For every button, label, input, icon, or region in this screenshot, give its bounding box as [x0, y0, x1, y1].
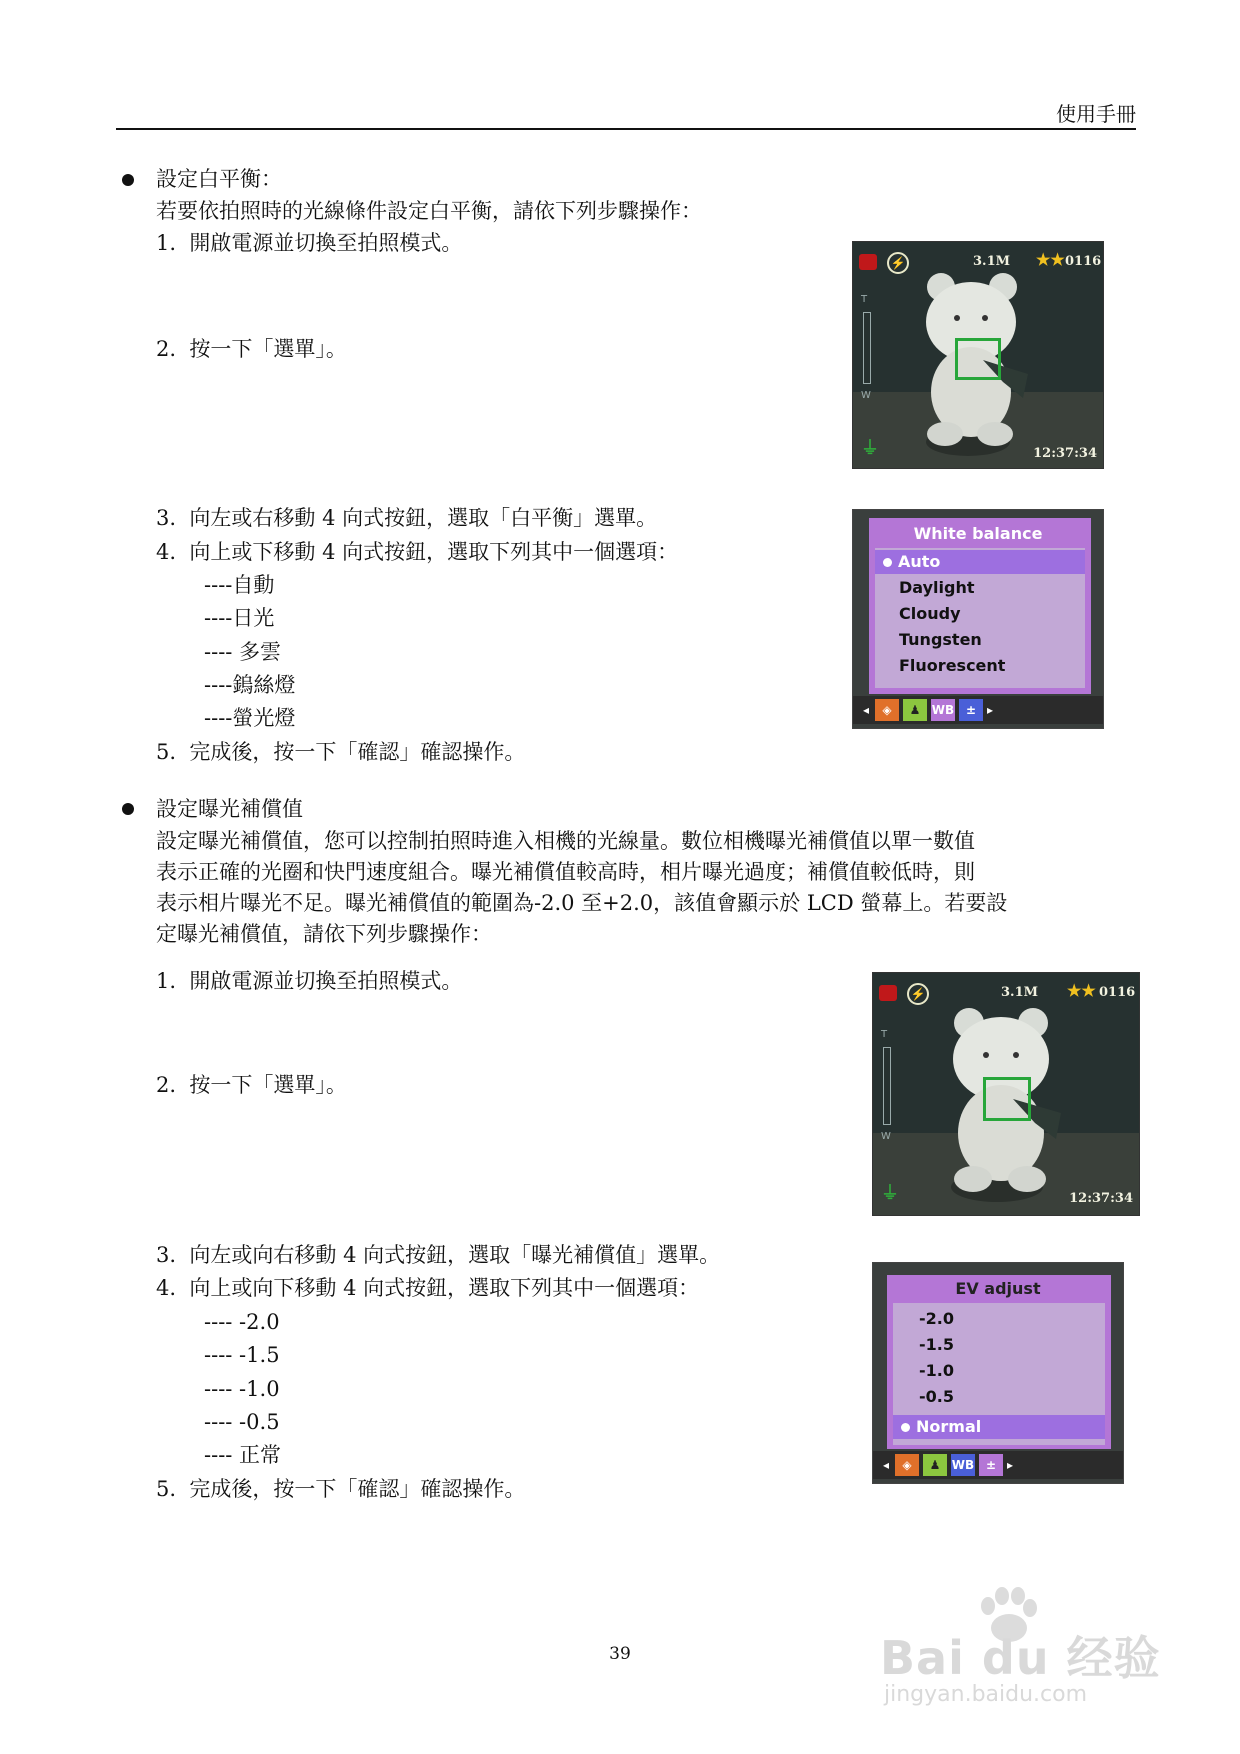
step-4: 4. 向上或向下移動 4 向式按鈕，選取下列其中一個選項： [156, 1276, 700, 1300]
quality-stars-icon: ★★ [1036, 250, 1065, 269]
menu-item[interactable]: -1.5 [919, 1335, 954, 1354]
ev-tab-icon[interactable]: ± [979, 1454, 1003, 1476]
menu-item[interactable]: -0.5 [919, 1387, 954, 1406]
power-plug-icon: ⏚ [881, 1183, 899, 1204]
flash-off-icon: ⚡ [887, 252, 909, 274]
scene-tab-icon[interactable]: ◈ [875, 699, 899, 721]
baidu-watermark [880, 1586, 1180, 1706]
left-arrow-icon[interactable]: ◂ [882, 1458, 890, 1472]
section-intro: 若要依拍照時的光線條件設定白平衡，請依下列步驟操作： [156, 199, 702, 223]
option-item: ----日光 [204, 606, 275, 630]
left-arrow-icon[interactable]: ◂ [862, 703, 870, 717]
scene-tab-icon[interactable]: ◈ [895, 1454, 919, 1476]
menu-item[interactable]: Tungsten [899, 630, 982, 649]
zoom-tele-label: T [861, 294, 868, 305]
option-item: ---- -2.0 [204, 1310, 280, 1334]
option-item: ---- 多雲 [204, 640, 282, 664]
shot-counter: 0116 [1099, 985, 1136, 1000]
shot-counter: 0116 [1065, 254, 1102, 269]
step-5: 5. 完成後，按一下「確認」確認操作。 [156, 740, 526, 764]
menu-item[interactable]: Daylight [899, 578, 975, 597]
section-heading: 設定曝光補償值 [156, 797, 303, 821]
camera-lcd-screenshot [872, 972, 1140, 1216]
selected-dot-icon [901, 1423, 910, 1432]
header-rule [116, 128, 1136, 130]
option-item: ----螢光燈 [204, 706, 296, 730]
menu-item[interactable]: -1.0 [919, 1361, 954, 1380]
right-arrow-icon[interactable]: ▸ [986, 703, 994, 717]
paragraph-line: 表示相片曝光不足。曝光補償值的範圍為-2.0 至+2.0，該值會顯示於 LCD 螢幕上。若要設 [156, 891, 1008, 915]
step-1: 1. 開啟電源並切換至拍照模式。 [156, 231, 463, 255]
option-item: ---- -1.0 [204, 1377, 280, 1401]
section-paragraph [156, 826, 1134, 950]
menu-tab-bar [853, 696, 1103, 724]
section-heading: 設定白平衡： [156, 167, 282, 191]
ev-tab-icon[interactable]: ± [959, 699, 983, 721]
ev-adjust-menu-screenshot [872, 1262, 1124, 1484]
paragraph-line: 表示正確的光圈和快門速度組合。曝光補償值較高時，相片曝光過度；補償值較低時，則 [156, 860, 975, 884]
option-item: ---- -1.5 [204, 1343, 280, 1367]
option-item: ----自動 [204, 573, 275, 597]
watermark-url: jingyan.baidu.com [884, 1682, 1088, 1707]
step-5: 5. 完成後，按一下「確認」確認操作。 [156, 1477, 526, 1501]
focus-frame [983, 1077, 1031, 1121]
quality-stars-icon: ★★ [1067, 981, 1096, 1000]
wb-tab-icon[interactable]: WB [951, 1454, 975, 1476]
record-mode-icon [859, 254, 877, 270]
lcd-status-bar [853, 250, 1103, 278]
option-item: ---- 正常 [204, 1443, 282, 1467]
clock-readout: 12:37:34 [1033, 446, 1097, 461]
page-number: 39 [609, 1644, 631, 1664]
menu-item[interactable]: Cloudy [899, 604, 961, 623]
running-header: 使用手冊 [1056, 102, 1136, 126]
menu-item[interactable]: -2.0 [919, 1309, 954, 1328]
flash-off-icon: ⚡ [907, 983, 929, 1005]
zoom-wide-label: W [881, 1131, 891, 1142]
step-3: 3. 向左或向右移動 4 向式按鈕，選取「曝光補償值」選單。 [156, 1243, 721, 1267]
white-balance-menu-screenshot [852, 509, 1104, 729]
power-plug-icon: ⏚ [861, 438, 879, 459]
menu-title: White balance [913, 524, 1043, 543]
camera-lcd-screenshot [852, 241, 1104, 469]
lcd-status-bar [873, 981, 1139, 1009]
menu-selected-item[interactable]: Auto [875, 550, 1085, 574]
right-arrow-icon[interactable]: ▸ [1006, 1458, 1014, 1472]
step-4: 4. 向上或下移動 4 向式按鈕，選取下列其中一個選項： [156, 540, 679, 564]
zoom-bar [863, 312, 871, 384]
zoom-tele-label: T [881, 1029, 888, 1040]
zoom-wide-label: W [861, 390, 871, 401]
watermark-brand: Bai du 经验 [880, 1631, 1161, 1685]
portrait-tab-icon[interactable]: ♟ [923, 1454, 947, 1476]
selected-dot-icon [883, 558, 892, 567]
record-mode-icon [879, 985, 897, 1001]
portrait-tab-icon[interactable]: ♟ [903, 699, 927, 721]
section-bullet [122, 174, 134, 186]
section-bullet [122, 803, 134, 815]
resolution-label: 3.1M [1001, 985, 1039, 1000]
step-1: 1. 開啟電源並切換至拍照模式。 [156, 969, 463, 993]
option-item: ----鎢絲燈 [204, 673, 296, 697]
clock-readout: 12:37:34 [1069, 1191, 1133, 1206]
paragraph-line: 設定曝光補償值，您可以控制拍照時進入相機的光線量。數位相機曝光補償值以單一數值 [156, 829, 975, 853]
step-2: 2. 按一下「選單」。 [156, 1073, 347, 1097]
menu-item[interactable]: Fluorescent [899, 656, 1006, 675]
step-3: 3. 向左或右移動 4 向式按鈕，選取「白平衡」選單。 [156, 506, 658, 530]
zoom-bar [883, 1047, 891, 1125]
paragraph-line: 定曝光補償值，請依下列步驟操作： [156, 922, 492, 946]
step-2: 2. 按一下「選單」。 [156, 337, 347, 361]
option-item: ---- -0.5 [204, 1410, 280, 1434]
menu-title: EV adjust [955, 1279, 1041, 1298]
wb-tab-icon[interactable]: WB [931, 699, 955, 721]
resolution-label: 3.1M [973, 254, 1011, 269]
menu-selected-item[interactable]: Normal [893, 1415, 1105, 1439]
menu-tab-bar [873, 1451, 1123, 1479]
focus-frame [955, 338, 1001, 380]
